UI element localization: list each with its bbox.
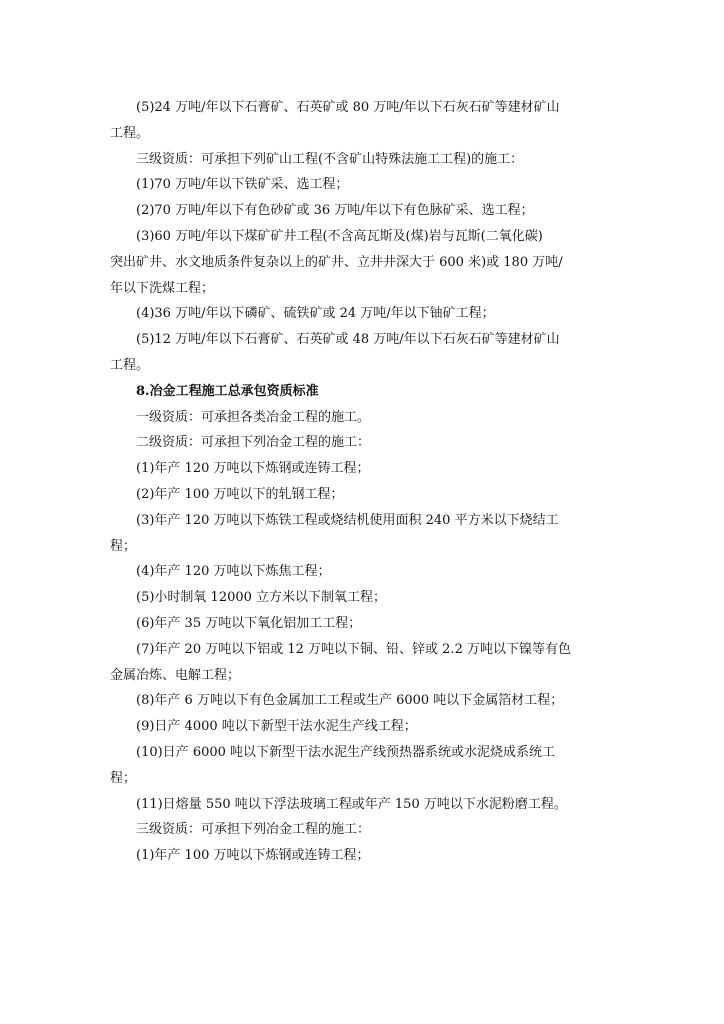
text-line: 二级资质：可承担下列冶金工程的施工： (136, 435, 371, 451)
text-line: (9)日产 4000 吨以下新型干法水泥生产线工程； (136, 719, 417, 735)
text-line: (1)年产 100 万吨以下炼钢或连铸工程； (136, 848, 370, 864)
text-line: 一级资质：可承担各类冶金工程的施工。 (136, 409, 371, 425)
text-line: (7)年产 20 万吨以下铝或 12 万吨以下铜、铅、锌或 2.2 万吨以下镍等有色 (136, 641, 571, 657)
text-line: (4)年产 120 万吨以下炼焦工程； (136, 564, 331, 580)
text-line: (5)12 万吨/年以下石膏矿、石英矿或 48 万吨/年以下石灰石矿等建材矿山 (136, 332, 560, 348)
text-line: 工程。 (110, 357, 150, 373)
text-line: 程； (110, 770, 137, 786)
text-line: (3)60 万吨/年以下煤矿矿井工程(不含高瓦斯及(煤)岩与瓦斯(二氧化碳) (136, 228, 543, 244)
text-line: (8)年产 6 万吨以下有色金属加工工程或生产 6000 吨以下金属箔材工程； (136, 693, 564, 709)
section-heading: 8.冶金工程施工总承包资质标准 (136, 383, 319, 399)
text-line: (10)日产 6000 吨以下新型干法水泥生产线预热器系统或水泥烧成系统工 (136, 744, 556, 760)
text-line: (4)36 万吨/年以下磷矿、硫铁矿或 24 万吨/年以下铀矿工程； (136, 306, 495, 322)
text-line: 三级资质：可承担下列冶金工程的施工： (136, 822, 371, 838)
text-line: (1)年产 120 万吨以下炼钢或连铸工程； (136, 461, 370, 477)
text-line: (3)年产 120 万吨以下炼铁工程或烧结机使用面积 240 平方米以下烧结工 (136, 512, 559, 528)
text-line: 工程。 (110, 125, 150, 141)
text-line: (1)70 万吨/年以下铁矿采、选工程； (136, 177, 349, 193)
text-line: 年以下洗煤工程； (110, 280, 215, 296)
text-line: (5)小时制氧 12000 立方米以下制氧工程； (136, 590, 387, 606)
text-line: (6)年产 35 万吨以下氧化铝加工工程； (136, 615, 362, 631)
text-line: (2)70 万吨/年以下有色砂矿或 36 万吨/年以下有色脉矿采、选工程； (136, 203, 534, 219)
text-line: (5)24 万吨/年以下石膏矿、石英矿或 80 万吨/年以下石灰石矿等建材矿山 (136, 100, 560, 115)
text-line: 程； (110, 538, 137, 554)
document-body (110, 95, 615, 869)
text-line: 三级资质：可承担下列矿山工程(不含矿山特殊法施工工程)的施工： (136, 151, 524, 167)
text-line: (11)日熔量 550 吨以下浮法玻璃工程或年产 150 万吨以下水泥粉磨工程。 (136, 796, 567, 812)
text-line: 突出矿井、水文地质条件复杂以上的矿井、立井井深大于 600 米)或 180 万吨/ (110, 254, 563, 270)
text-line: 金属冶炼、电解工程； (110, 667, 241, 683)
text-line: (2)年产 100 万吨以下的轧钢工程； (136, 486, 344, 502)
